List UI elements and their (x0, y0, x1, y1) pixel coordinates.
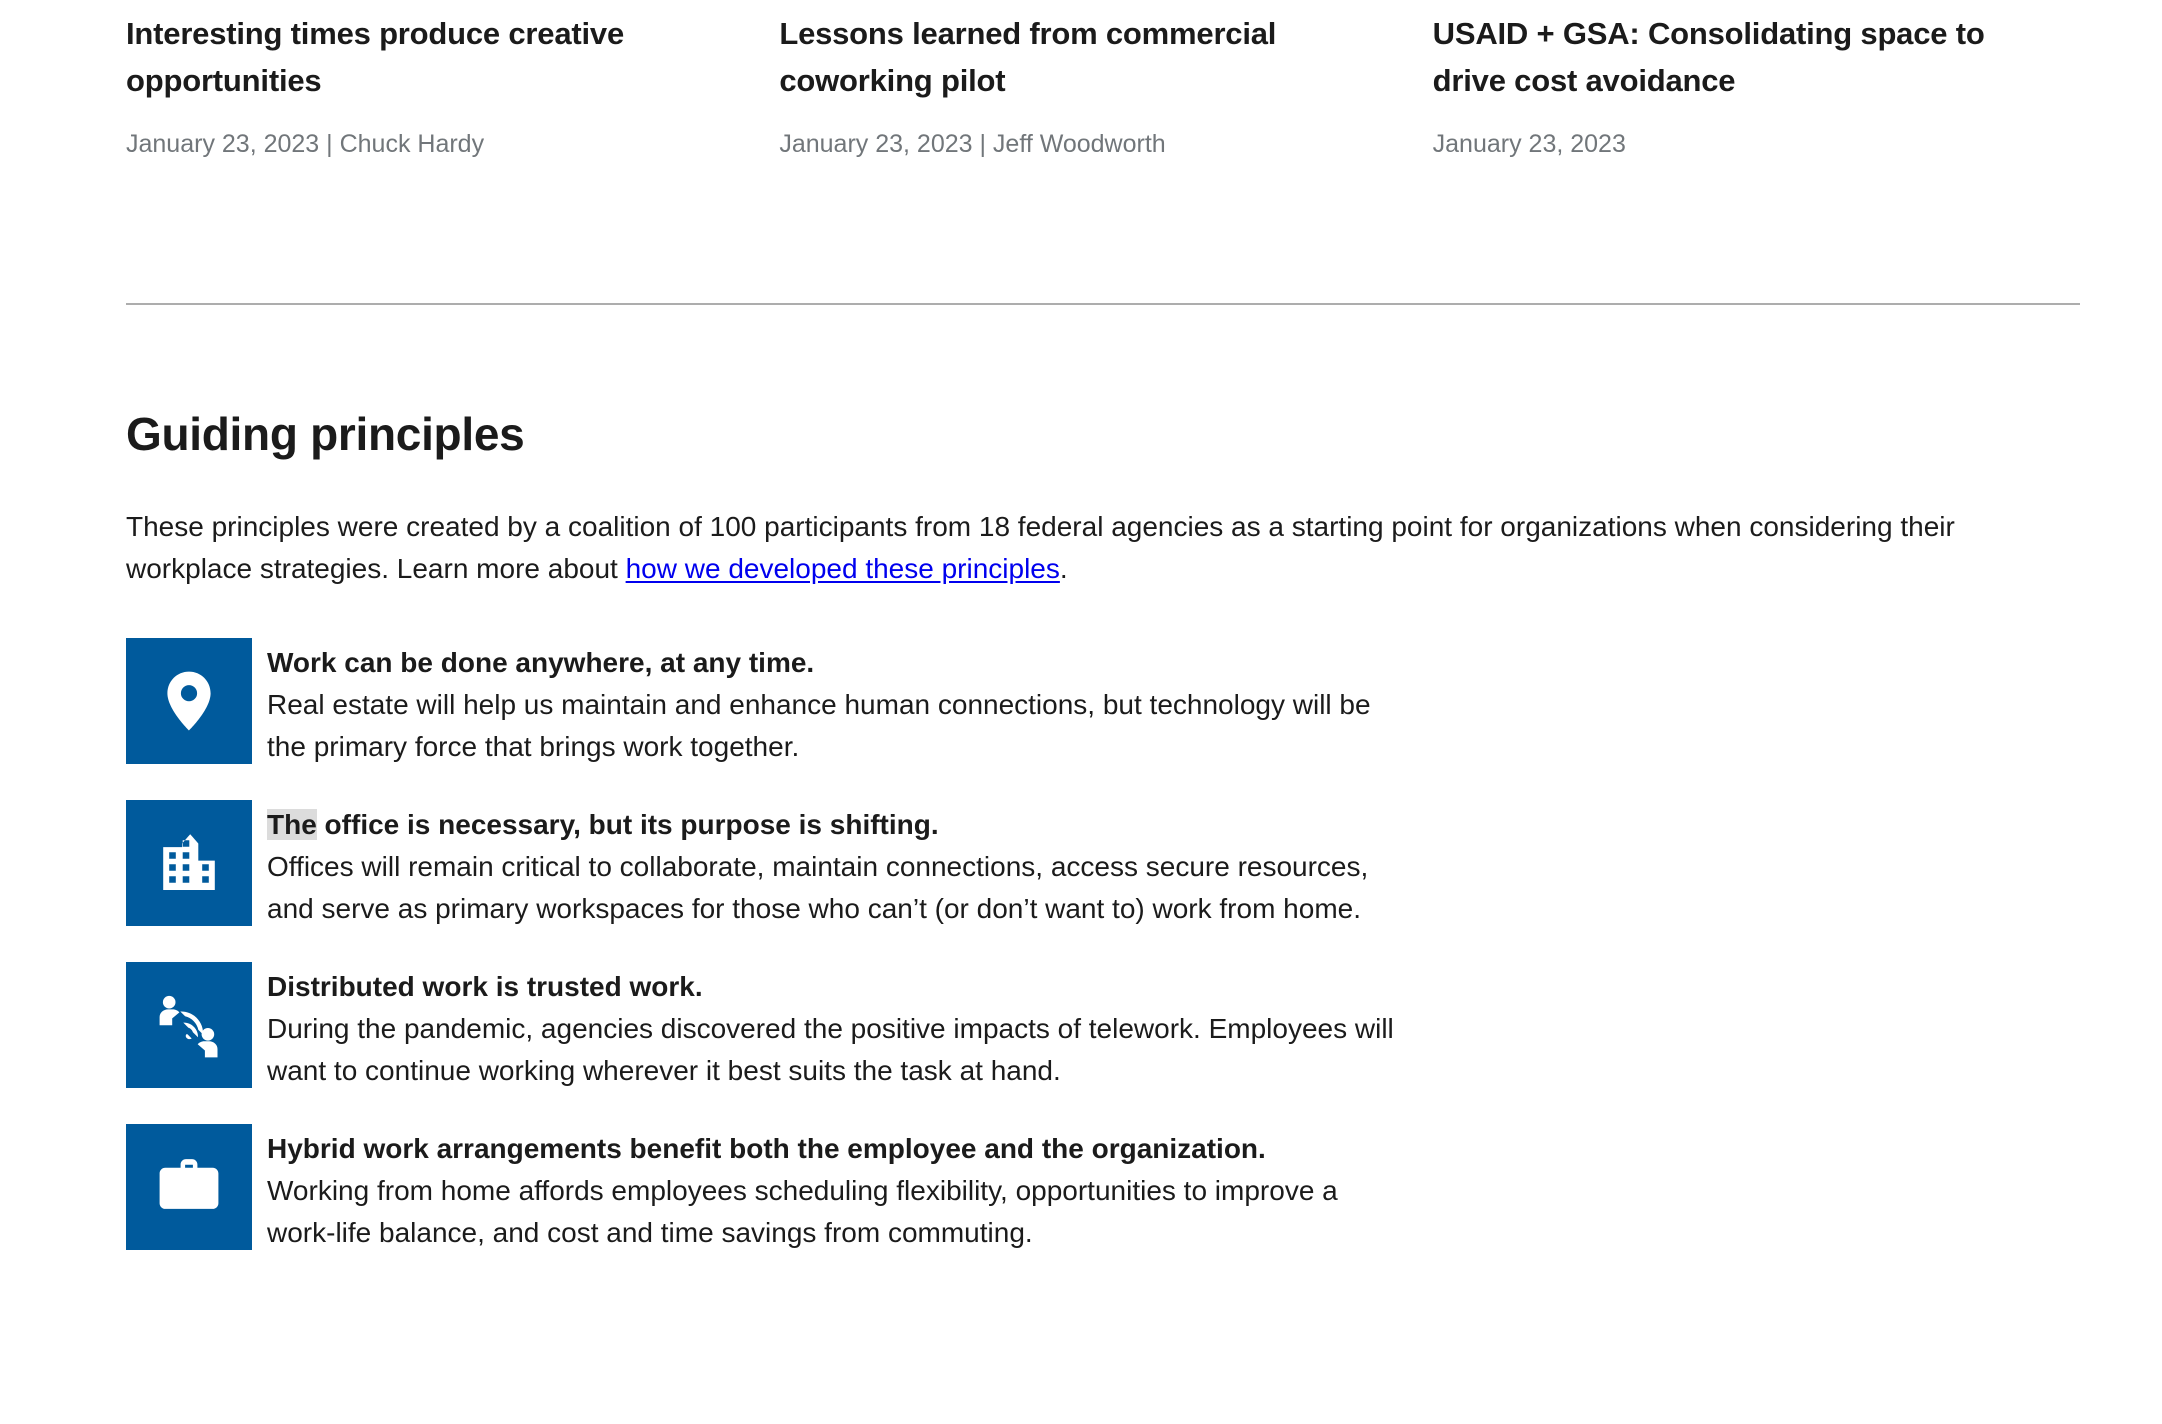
principles-list (126, 638, 2086, 1254)
principle-description: During the pandemic, agencies discovered the positive impacts of telework. Employees will want to continue working wherever it best suits the task at hand. (267, 1013, 1394, 1086)
principle-body (267, 638, 1397, 768)
page-title: Guiding principles (126, 408, 525, 460)
article-card (779, 0, 1432, 161)
principle-heading-text: Distributed work is trusted work. (267, 971, 703, 1002)
connect-people-icon (126, 962, 252, 1088)
article-title[interactable] (779, 10, 1362, 104)
article-card-list (126, 0, 2086, 161)
principle-item (126, 1124, 2086, 1254)
principle-item (126, 962, 2086, 1092)
principle-heading (267, 642, 1397, 684)
how-we-developed-these-principles-link[interactable]: how we developed these principles (625, 553, 1060, 584)
principle-body (267, 800, 1397, 930)
principle-description: Offices will remain critical to collaborate, maintain connections, access secure resources, and serve as primary workspaces for those who can’t (or don’t want to) work from home. (267, 851, 1369, 924)
article-title-link[interactable]: Lessons learned from commercial coworking pilot (779, 16, 1277, 98)
section-divider (126, 303, 2080, 305)
intro-text-before-link: These principles were created by a coalition of 100 participants from 18 federal agencies as a starting point for organizations when considering their workplace strategies. Learn more about (126, 511, 1955, 584)
principle-description: Real estate will help us maintain and enhance human connections, but technology will be the primary force that brings work together. (267, 689, 1371, 762)
principle-description: Working from home affords employees scheduling flexibility, opportunities to improve a work-life balance, and cost and time savings from commuting. (267, 1175, 1338, 1248)
article-meta: January 23, 2023 | Jeff Woodworth (779, 130, 1166, 158)
article-title[interactable] (126, 10, 709, 104)
map-pin-icon (126, 638, 252, 764)
principle-item (126, 638, 2086, 768)
principle-item (126, 800, 2086, 930)
briefcase-icon (126, 1124, 252, 1250)
article-meta: January 23, 2023 | Chuck Hardy (126, 130, 485, 158)
article-title[interactable] (1433, 10, 2016, 104)
principle-heading-text: office is necessary, but its purpose is shifting. (316, 809, 939, 840)
principle-heading (267, 1128, 1397, 1170)
principle-body (267, 962, 1397, 1092)
article-card (126, 0, 779, 161)
city-building-icon (126, 800, 252, 926)
principle-heading-highlight: The (267, 809, 317, 840)
guiding-principles-section (126, 406, 2086, 1254)
principle-body (267, 1124, 1397, 1254)
principle-heading-text: Hybrid work arrangements benefit both the employee and the organization. (267, 1133, 1266, 1164)
principle-heading (267, 804, 1397, 846)
principle-heading (267, 966, 1397, 1008)
article-card (1433, 0, 2086, 161)
article-title-link[interactable]: Interesting times produce creative opportunities (126, 16, 624, 98)
section-intro-paragraph (126, 506, 2046, 590)
article-meta: January 23, 2023 (1432, 130, 1626, 158)
intro-text-after-link: . (1059, 553, 1068, 584)
principle-heading-text: Work can be done anywhere, at any time. (267, 647, 815, 678)
article-title-link[interactable]: USAID + GSA: Consolidating space to drive cost avoidance (1432, 16, 1985, 98)
